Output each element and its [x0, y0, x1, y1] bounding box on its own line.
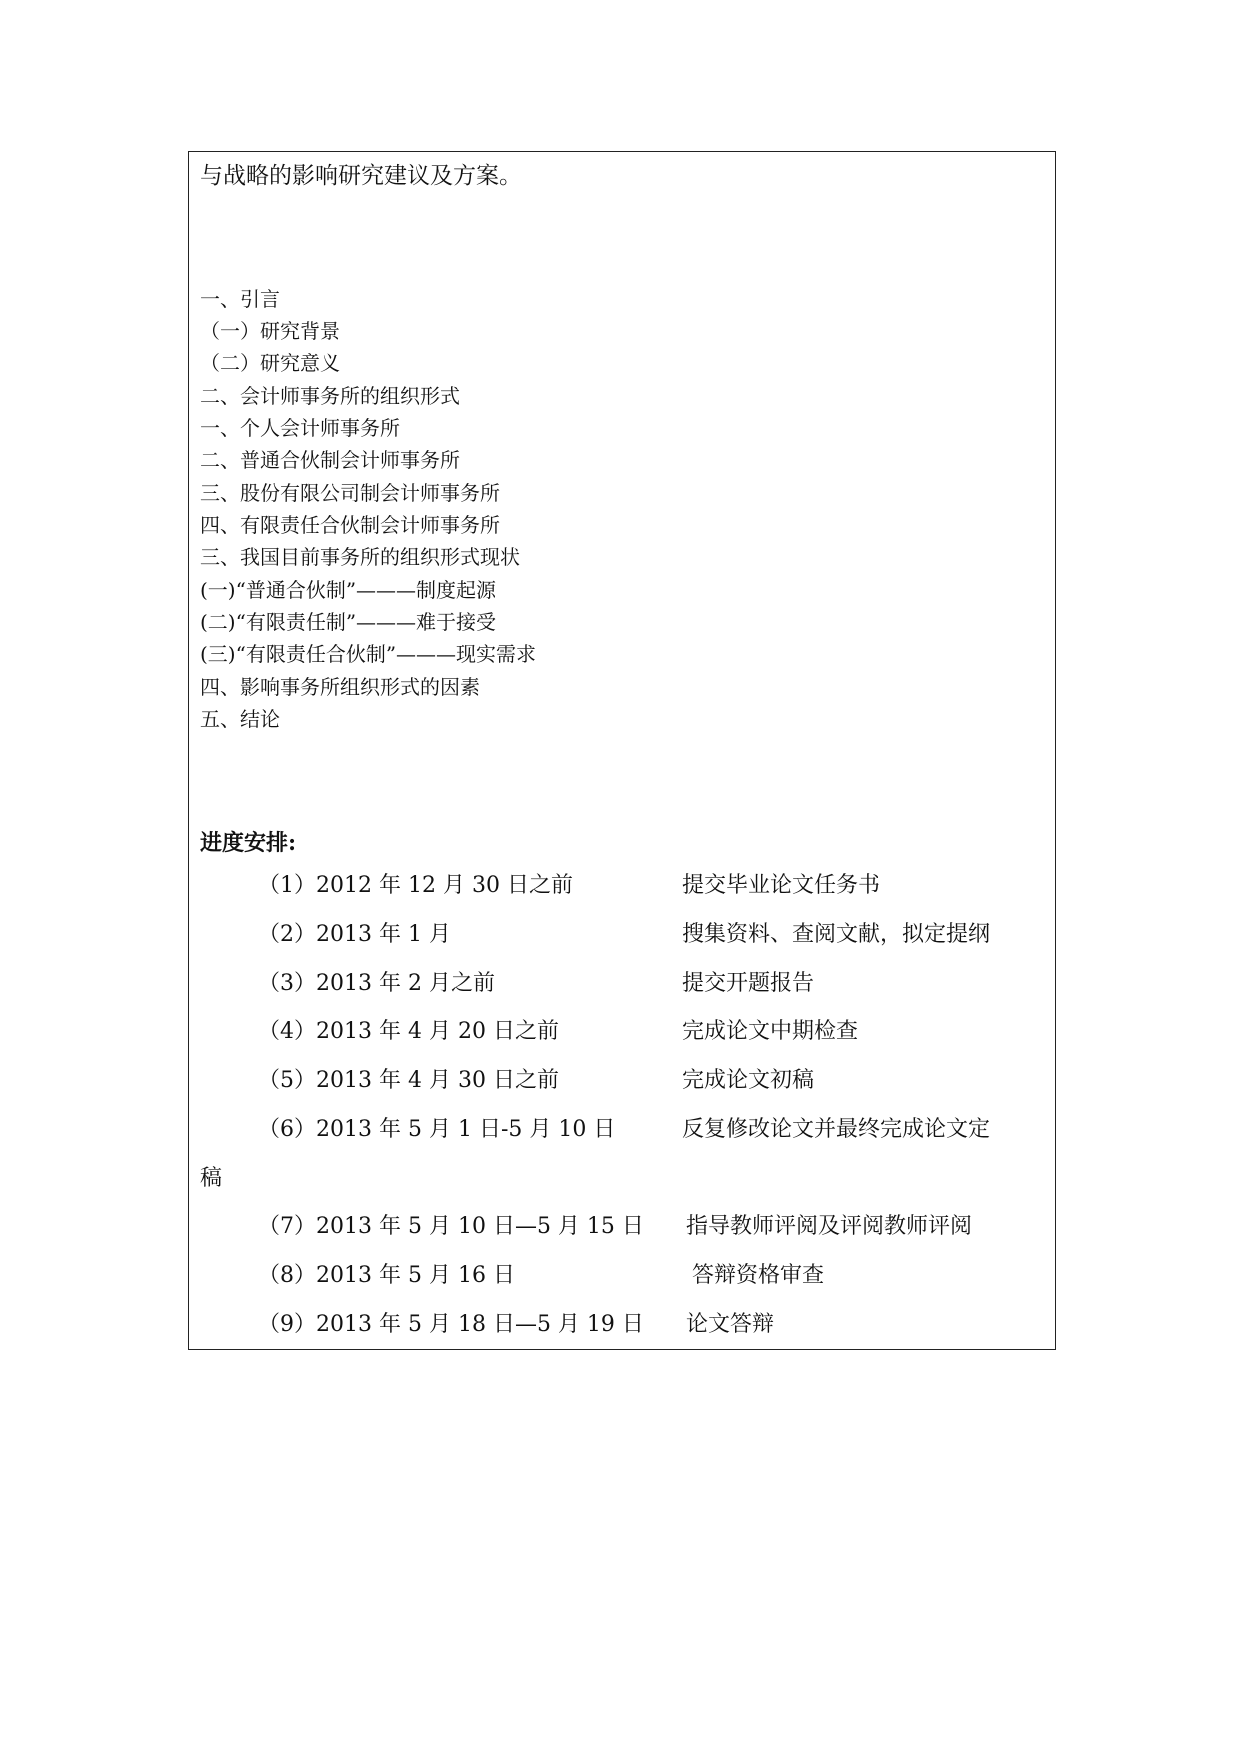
outline-item: 二、会计师事务所的组织形式 — [200, 384, 460, 408]
schedule-task-continuation: 稿 — [200, 1166, 223, 1191]
schedule-date: （1）2012 年 12 月 30 日之前 — [258, 873, 573, 898]
schedule-date: （5）2013 年 4 月 30 日之前 — [258, 1068, 559, 1093]
schedule-task: 搜集资料、查阅文献，拟定提纲 — [682, 922, 991, 947]
outline-item: （二）研究意义 — [200, 351, 340, 375]
outline-item: （一）研究背景 — [200, 319, 340, 343]
outline-item: 一、个人会计师事务所 — [200, 416, 400, 440]
schedule-task: 反复修改论文并最终完成论文定 — [682, 1117, 991, 1142]
schedule-task: 完成论文初稿 — [682, 1068, 815, 1093]
schedule-task: 提交开题报告 — [682, 971, 815, 996]
outline-item: 二、普通合伙制会计师事务所 — [200, 448, 460, 472]
intro-line: 与战略的影响研究建议及方案。 — [200, 163, 522, 189]
outline-item: (二)“有限责任制”———难于接受 — [200, 610, 497, 634]
schedule-date: （9）2013 年 5 月 18 日—5 月 19 日 — [258, 1312, 644, 1337]
schedule-date: （6）2013 年 5 月 1 日-5 月 10 日 — [258, 1117, 616, 1142]
outline-item: 四、影响事务所组织形式的因素 — [200, 675, 480, 699]
schedule-date: （3）2013 年 2 月之前 — [258, 971, 495, 996]
outline-item: 三、我国目前事务所的组织形式现状 — [200, 545, 520, 569]
outline-item: 三、股份有限公司制会计师事务所 — [200, 481, 500, 505]
schedule-date: （4）2013 年 4 月 20 日之前 — [258, 1019, 559, 1044]
outline-item: 一、引言 — [200, 287, 280, 311]
schedule-task: 提交毕业论文任务书 — [682, 873, 881, 898]
schedule-task: 答辩资格审查 — [692, 1263, 825, 1288]
outline-item: 五、结论 — [200, 707, 280, 731]
outline-item: (三)“有限责任合伙制”———现实需求 — [200, 642, 537, 666]
schedule-heading: 进度安排: — [200, 830, 297, 856]
schedule-task: 指导教师评阅及评阅教师评阅 — [686, 1214, 973, 1239]
schedule-task: 完成论文中期检查 — [682, 1019, 859, 1044]
schedule-task: 论文答辩 — [686, 1312, 775, 1337]
outline-item: (一)“普通合伙制”———制度起源 — [200, 578, 497, 602]
outline-item: 四、有限责任合伙制会计师事务所 — [200, 513, 500, 537]
schedule-date: （2）2013 年 1 月 — [258, 922, 451, 947]
schedule-date: （7）2013 年 5 月 10 日—5 月 15 日 — [258, 1214, 644, 1239]
schedule-date: （8）2013 年 5 月 16 日 — [258, 1263, 515, 1288]
